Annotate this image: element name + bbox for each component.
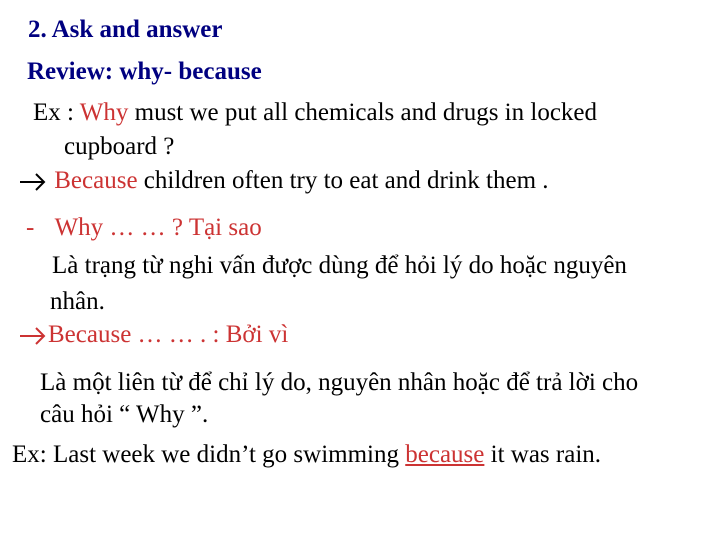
example-1-answer-text: children often try to eat and drink them . (137, 167, 549, 194)
review-heading: Review: why- because (27, 58, 262, 85)
example-1-question-text: must we put all chemicals and drugs in locked (128, 99, 598, 126)
why-definition-title (26, 215, 262, 240)
why-description-line-2: nhân. (50, 288, 105, 315)
example-1-question-continued: cupboard ? (64, 133, 175, 160)
because-description-line-2: câu hỏi “ Why ”. (40, 401, 209, 428)
example-1-why-word: Why (79, 99, 129, 126)
example-1-question (33, 100, 597, 125)
why-description-line-1: Là trạng từ nghi vấn được dùng để hỏi lý do hoặc nguyên (52, 252, 627, 279)
right-arrow-icon (18, 171, 48, 193)
example-1-because-word: Because (54, 167, 138, 194)
why-title: Why … … ? Tại sao (54, 214, 262, 241)
example-1-prefix: Ex : (33, 99, 80, 126)
because-title: Because … … . : Bởi vì (48, 321, 289, 348)
example-1-answer (18, 168, 549, 193)
example-2-prefix: Ex: Last week we didn’t go swimming (12, 441, 406, 468)
section-heading: 2. Ask and answer (28, 16, 223, 43)
because-definition-title (18, 322, 288, 347)
because-description-line-1: Là một liên từ để chỉ lý do, nguyên nhân hoặc để trả lời cho (40, 369, 639, 396)
example-2-sentence (12, 442, 601, 467)
example-2-suffix: it was rain. (484, 441, 602, 468)
bullet: - (26, 214, 35, 241)
example-2-highlight: because (405, 441, 485, 468)
right-arrow-icon (18, 325, 48, 347)
